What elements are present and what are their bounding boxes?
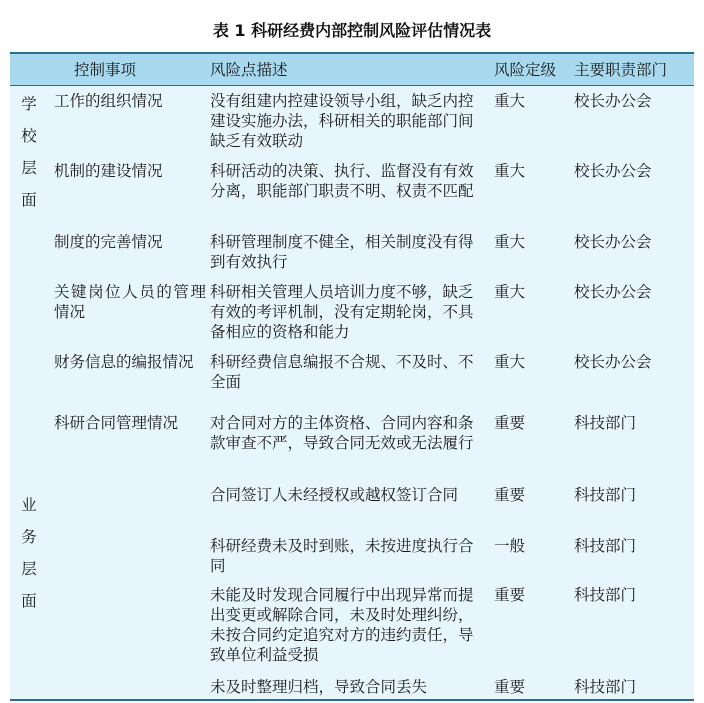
- group-char: 务: [21, 528, 37, 546]
- control-item: 科研合同管理情况: [54, 414, 179, 432]
- responsible-dept: 科技部门: [574, 678, 637, 696]
- risk-description: 对合同对方的主体资格、合同内容和条款审查不严，导致合同无效或无法履行: [210, 414, 474, 452]
- risk-assessment-table: [10, 52, 694, 701]
- risk-description: 科研活动的决策、执行、监督没有有效分离，职能部门职责不明、权责不匹配: [210, 162, 474, 200]
- header-control-item: 控制事项: [74, 61, 137, 79]
- responsible-dept: 校长办公会: [574, 233, 652, 251]
- control-item: 机制的建设情况: [54, 162, 163, 180]
- group-char: 学: [21, 95, 37, 113]
- risk-level: 重大: [494, 353, 526, 371]
- control-item: 财务信息的编报情况: [54, 353, 194, 371]
- risk-description: 未及时整理归档，导致合同丢失: [210, 678, 428, 696]
- risk-level: 重大: [494, 283, 526, 301]
- risk-level: 一般: [494, 537, 526, 555]
- risk-description: 科研相关管理人员培训力度不够，缺乏有效的考评机制，没有定期轮岗，不具备相应的资格和能力: [210, 283, 474, 341]
- risk-description: 科研管理制度不健全，相关制度没有得到有效执行: [210, 233, 474, 271]
- risk-description: 合同签订人未经授权或越权签订合同: [210, 486, 459, 504]
- header-risk-description: 风险点描述: [210, 61, 288, 79]
- group-char: 面: [21, 191, 37, 209]
- responsible-dept: 科技部门: [574, 537, 637, 555]
- group-char: 校: [21, 127, 37, 145]
- risk-description: 科研经费未及时到账，未按进度执行合同: [210, 537, 474, 575]
- group-label-school: [16, 88, 42, 216]
- control-item: 工作的组织情况: [54, 92, 163, 110]
- group-char: 层: [21, 560, 37, 578]
- risk-description: 科研经费信息编报不合规、不及时、不全面: [210, 353, 474, 391]
- responsible-dept: 校长办公会: [574, 353, 652, 371]
- risk-level: 重大: [494, 92, 526, 110]
- responsible-dept: 校长办公会: [574, 283, 652, 301]
- group-char: 面: [21, 592, 37, 610]
- header-responsible-dept: 主要职责部门: [574, 61, 668, 79]
- responsible-dept: 校长办公会: [574, 162, 652, 180]
- table-header: [10, 54, 694, 86]
- group-char: 业: [21, 496, 37, 514]
- risk-description: 未能及时发现合同履行中出现异常而提出变更或解除合同，未及时处理纠纷，未按合同约定追究对方的违约责任，导致单位利益受损: [210, 586, 474, 664]
- responsible-dept: 校长办公会: [574, 92, 652, 110]
- risk-level: 重要: [494, 678, 526, 696]
- group-char: 层: [21, 159, 37, 177]
- control-item: 制度的完善情况: [54, 233, 163, 251]
- risk-level: 重要: [494, 586, 526, 604]
- group-label-business: [16, 489, 42, 617]
- responsible-dept: 科技部门: [574, 586, 637, 604]
- risk-level: 重要: [494, 414, 526, 432]
- control-item: 关键岗位人员的管理情况: [54, 283, 206, 321]
- risk-level: 重大: [494, 162, 526, 180]
- responsible-dept: 科技部门: [574, 414, 637, 432]
- risk-level: 重要: [494, 486, 526, 504]
- responsible-dept: 科技部门: [574, 486, 637, 504]
- risk-level: 重大: [494, 233, 526, 251]
- risk-description: 没有组建内控建设领导小组，缺乏内控建设实施办法，科研相关的职能部门间缺乏有效联动: [210, 92, 474, 150]
- header-risk-level: 风险定级: [494, 61, 557, 79]
- table-title: 表 1 科研经费内部控制风险评估情况表: [212, 21, 492, 40]
